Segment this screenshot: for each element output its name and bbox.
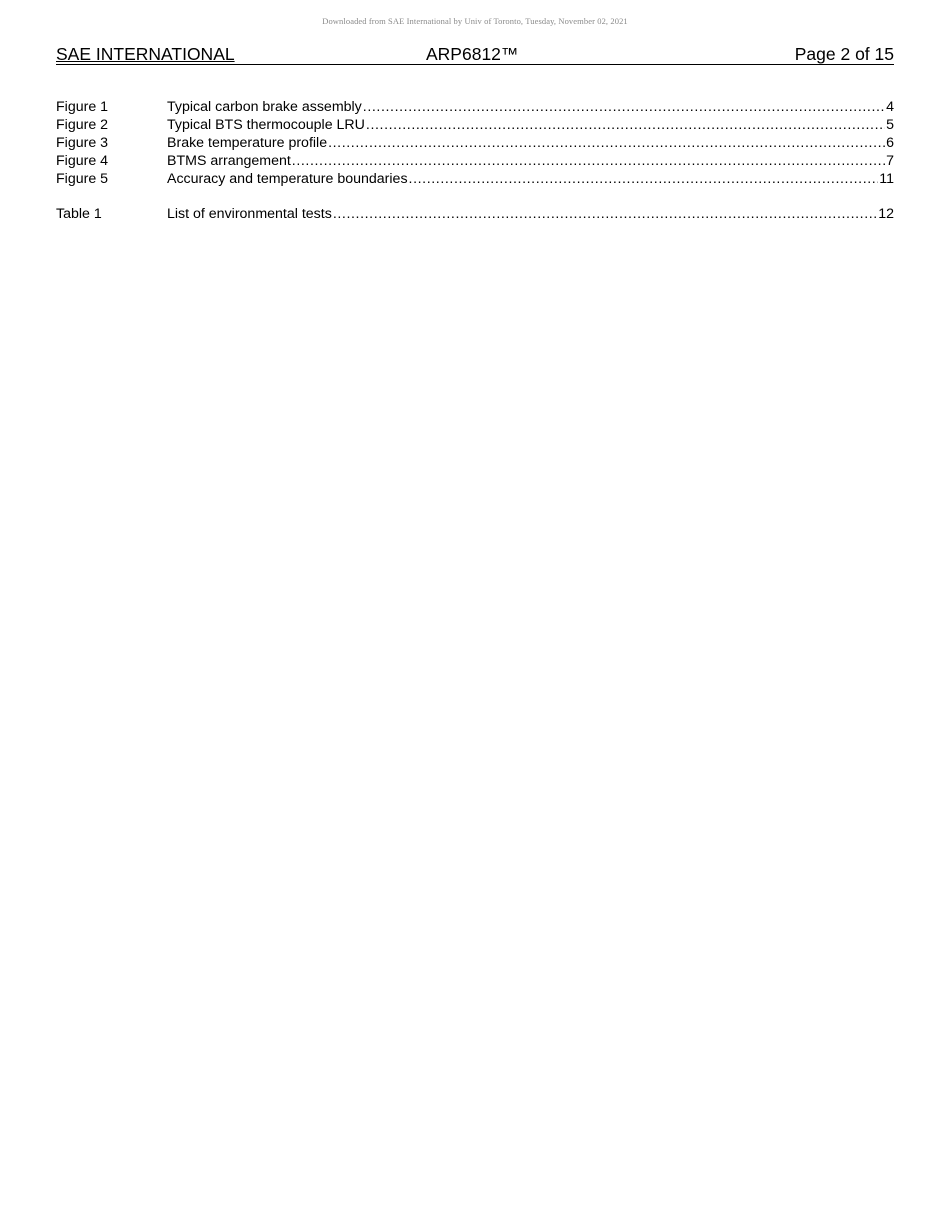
toc-entry-label: Table 1: [56, 206, 102, 222]
dot-leader: [328, 134, 885, 152]
download-watermark: Downloaded from SAE International by Univ of Toronto, Tuesday, November 02, 2021: [322, 16, 628, 26]
toc-entry-page: 7: [886, 153, 894, 169]
dot-leader: [292, 152, 885, 170]
toc-entry-title: List of environmental tests: [167, 206, 332, 222]
toc-entry-title: Typical carbon brake assembly: [167, 99, 362, 115]
page-header: [56, 44, 894, 65]
toc-entry-page: 6: [886, 135, 894, 151]
toc-entry-figure-3[interactable]: [56, 134, 894, 152]
toc-entry-label: Figure 2: [56, 117, 109, 133]
toc-entry-label: Figure 4: [56, 153, 109, 169]
toc-entry-title: BTMS arrangement: [167, 153, 291, 169]
toc-entry-table-1[interactable]: [56, 205, 894, 223]
dot-leader: [333, 205, 877, 223]
toc-entry-figure-4[interactable]: [56, 152, 894, 170]
toc-entry-figure-5[interactable]: [56, 170, 894, 188]
toc-entry-title: Typical BTS thermocouple LRU: [167, 117, 365, 133]
toc-entry-figure-1[interactable]: [56, 98, 894, 116]
figure-list: [56, 98, 894, 188]
toc-entry-label: Figure 5: [56, 171, 109, 187]
toc-entry-label: Figure 1: [56, 99, 109, 115]
toc-entry-page: 5: [886, 117, 894, 133]
header-page-number: Page 2 of 15: [794, 44, 894, 64]
header-organization: SAE INTERNATIONAL: [56, 44, 235, 64]
dot-leader: [366, 116, 885, 134]
table-list: [56, 205, 894, 223]
toc-entry-page: 11: [879, 171, 894, 187]
toc-entry-page: 12: [878, 206, 894, 222]
list-of-figures-and-tables: [56, 98, 894, 223]
header-document-number: ARP6812™: [426, 44, 519, 64]
toc-entry-title: Accuracy and temperature boundaries: [167, 171, 408, 187]
toc-entry-label: Figure 3: [56, 135, 109, 151]
toc-entry-page: 4: [886, 99, 894, 115]
toc-entry-figure-2[interactable]: [56, 116, 894, 134]
dot-leader: [409, 170, 879, 188]
toc-entry-title: Brake temperature profile: [167, 135, 328, 151]
dot-leader: [363, 98, 885, 116]
